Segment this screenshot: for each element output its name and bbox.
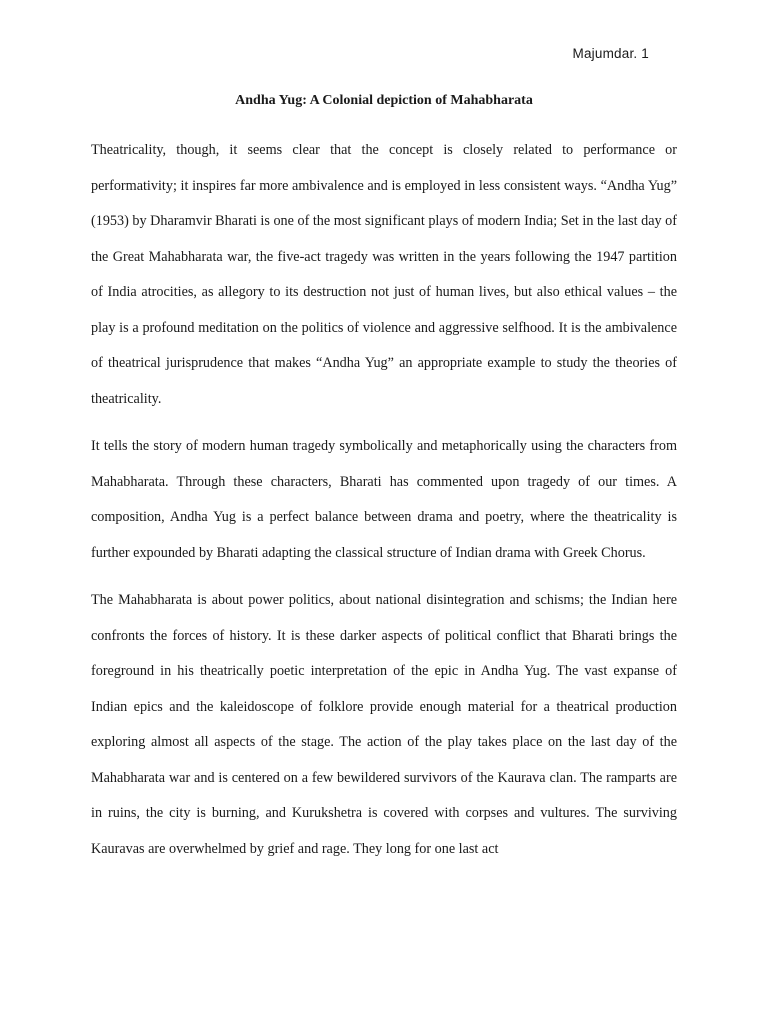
running-head: Majumdar. 1 [572,46,649,61]
paragraph-2: It tells the story of modern human tragedy symbolically and metaphorically using the characters from Mahabharata. Through these characters, Bharati has commented upon tragedy of our times. A composition, Andha Yug is a perfect balance between drama and poetry, where the theatricality is further expounded by Bharati adapting the classical structure of Indian drama with Greek Chorus. [91,438,677,561]
paragraph-1: Theatricality, though, it seems clear that the concept is closely related to performance or performativity; it inspires far more ambivalence and is employed in less consistent ways. “Andha Yug” (1953) by Dharamvir Bharati is one of the most significant plays of modern India; Set in the last day of the Great Mahabharata war, the five-act tragedy was written in the years following the 1947 partition of India atrocities, as allegory to its destruction not just of human lives, but also ethical values – the play is a profound meditation on the politics of violence and aggressive selfhood. It is the ambivalence of theatrical jurisprudence that makes “Andha Yug” an appropriate example to study the theories of theatricality. [91,142,677,407]
document-title: Andha Yug: A Colonial depiction of Mahabharata [235,93,533,108]
document-body [91,133,677,879]
paragraph-3: The Mahabharata is about power politics, about national disintegration and schisms; the Indian here confronts the forces of history. It is these darker aspects of political conflict that Bharati brings the foreground in his theatrically poetic interpretation of the epic in Andha Yug. The vast expanse of Indian epics and the kaleidoscope of folklore provide enough material for a theatrical production exploring almost all aspects of the stage. The action of the play takes place on the last day of the Mahabharata war and is centered on a few bewildered survivors of the Kaurava clan. The ramparts are in ruins, the city is burning, and Kurukshetra is covered with corpses and vultures. The surviving Kauravas are overwhelmed by grief and rage. They long for one last act [91,592,677,857]
